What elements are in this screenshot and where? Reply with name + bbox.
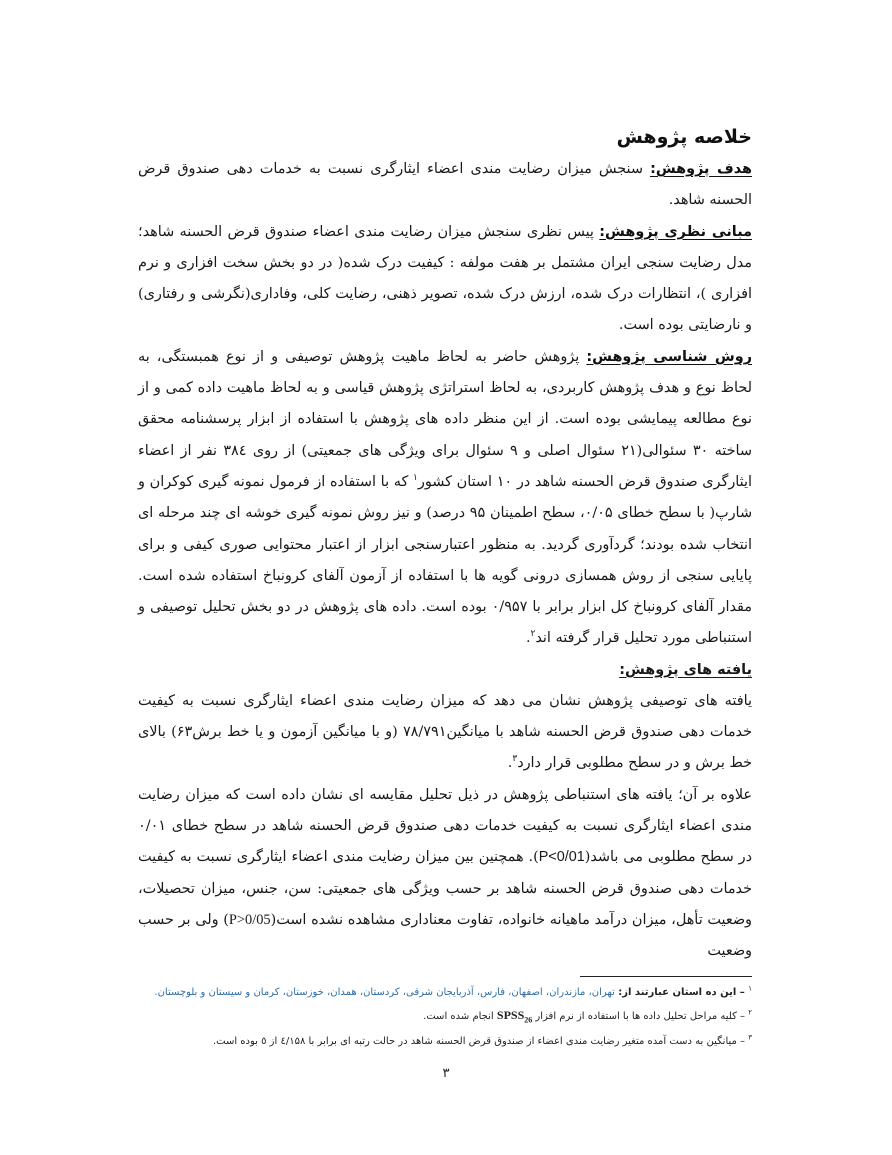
footnote-1-lead: – این ده استان عبارتند از: [614, 987, 749, 998]
footnote-2 [140, 1004, 752, 1031]
footnote-3 [140, 1031, 752, 1053]
software-label: SPSS [496, 1008, 525, 1022]
theoretical-basis-label: مبانی نظری پژوهش: [599, 223, 752, 240]
findings-descriptive-text: یافته های توصیفی پژوهش نشان می دهد که میزان رضایت مندی اعضاء ایثارگری نسبت به کیفیت خدمات دهی صندوق قرض الحسنه شاهد با میانگین۷۸/۷۹۱ (و با میانگین آزمون و یا خط برش۶۳) بالای خط برش و در سطح مطلوبی قرار دارد [138, 692, 752, 772]
footnote-number: ۲ [748, 1008, 752, 1017]
findings-inferential-text-a: علاوه بر آن؛ یافته های استنباطی پژوهش در ذیل تحلیل مقایسه ای نشان داده است که میزان رضایت مندی اعضاء ایثارگری نسبت به کیفیت خدمات دهی صندوق قرض الحسنه شاهد در سطح خطای ۰/۰۱ در سطح مطلوبی می باشد( [138, 786, 752, 866]
footnote-1-provinces: تهران، مازندران، اصفهان، فارس، آذربایجان شرقی، کردستان، همدان، خوزستان، کرمان و سیستان و بلوچستان. [154, 987, 615, 998]
research-goal-text: سنجش میزان رضایت مندی اعضاء ایثارگری نسبت به خدمات دهی صندوق قرض الحسنه شاهد. [138, 161, 752, 209]
footnotes [140, 982, 752, 1053]
footnote-ref-2[interactable]: ۲ [530, 629, 536, 640]
methodology-text-end: . [525, 630, 531, 647]
footnote-3-text: – میانگین به دست آمده متغیر رضایت مندی اعضاء از صندوق قرض الحسنه شاهد در حالت رتبه ای برابر با ٤/۱۵۸ از ٥ بوده است. [212, 1036, 749, 1048]
research-goal-label: هدف پژوهش: [650, 161, 752, 177]
footnote-divider [580, 976, 752, 977]
findings-descriptive-end: . [507, 755, 513, 772]
footnote-2-text-after: انجام شده است. [423, 1011, 497, 1022]
findings-inferential-text-b: ). همچنین بین میزان رضایت مندی اعضاء ایثارگری نسبت به کیفیت خدمات دهی صندوق قرض الحسنه شاهد بر حسب ویژگی های جمعیتی: سن، جنس، میزان تحصیلات، وضعیت تأهل، میزان درآمد ماهیانه خانواده، تفاوت معناداری مشاهده نشده است( [138, 849, 752, 928]
p-value-not-significant: P>0/05 [228, 911, 271, 928]
methodology-paragraph [138, 342, 752, 655]
findings-descriptive-paragraph [138, 686, 752, 780]
findings-inferential-paragraph [138, 780, 752, 968]
footnote-1 [140, 982, 752, 1004]
findings-heading: یافته های پژوهش: [619, 661, 752, 678]
software-name [496, 1008, 533, 1025]
page-title: خلاصه پژوهش [616, 126, 752, 148]
research-goal-paragraph [138, 154, 752, 217]
theoretical-basis-text: پیس نظری سنجش میزان رضایت مندی اعضاء صندوق قرض الحسنه شاهد؛ مدل رضایت سنجی ایران مشتمل بر هفت مولفه : کیفیت درک شده( در دو بخش سخت افزاری و نرم افزاری )، انتظارات درک شده، ارزش درک شده، تصویر ذهنی، رضایت کلی، وفاداری(نگرشی و رفتاری) و نارضایتی بوده است. [138, 223, 752, 334]
footnote-2-text-before: – کلیه مراحل تحلیل داده ها با استفاده از نرم افزار [532, 1011, 749, 1022]
methodology-text-part2: که با استفاده از فرمول نمونه گیری کوکران و شارپ( با سطح خطای ۰/۰۵، سطح اطمینان ۹۵ درصد) و نیز روش نمونه گیری خوشه ای چند مرحله ای انتخاب شده بودند؛ گردآوری گردید. به منظور اعتبارسنجی ابزار از اعتبار محتوایی صوری کیفی و برای پایایی سنجی از روش همسازی درونی گویه ها با استفاده از آزمون آلفای کرونباخ استفاده شده است. مقدار آلفای کرونباخ کل ابزار برابر با ۰/۹۵۷ بوده است. داده های پژوهش در دو بخش تحلیل توصیفی و استنباطی مورد تحلیل قرار گرفته اند [138, 473, 752, 647]
methodology-label: روش شناسی پژوهش: [586, 348, 753, 365]
footnote-ref-3[interactable]: ۳ [512, 754, 518, 765]
page-number: ۳ [442, 1066, 450, 1081]
p-value-significant: P<0/01 [538, 849, 585, 866]
methodology-text-part1: پژوهش حاضر به لحاظ ماهیت پژوهش توصیفی و از نوع همبستگی، به لحاظ نوع و هدف پژوهش کاربردی، به لحاظ استراتژی پژوهش قیاسی و به لحاظ ماهیت داده کمی و از نوع مطالعه پیمایشی بوده است. از این منظر داده های پژوهش با استفاده از ابزار پرسشنامه محقق ساخته ۳۰ سئوالی(۲۱ سئوال اصلی و ۹ سئوال برای ویژگی های جمعیتی) از روی ۳۸٤ نفر از اعضاء ایثارگری صندوق قرض الحسنه شاهد در ۱۰ استان کشور [138, 348, 752, 490]
theoretical-basis-paragraph [138, 217, 752, 342]
footnote-number: ۳ [748, 1034, 752, 1043]
software-version: 26 [524, 1015, 533, 1025]
document-page [138, 122, 752, 967]
footnote-number: ۱ [748, 984, 752, 993]
footnote-ref-1[interactable]: ۱ [413, 473, 418, 484]
findings-inferential-text-c: ) ولی بر حسب وضعیت [138, 911, 752, 960]
